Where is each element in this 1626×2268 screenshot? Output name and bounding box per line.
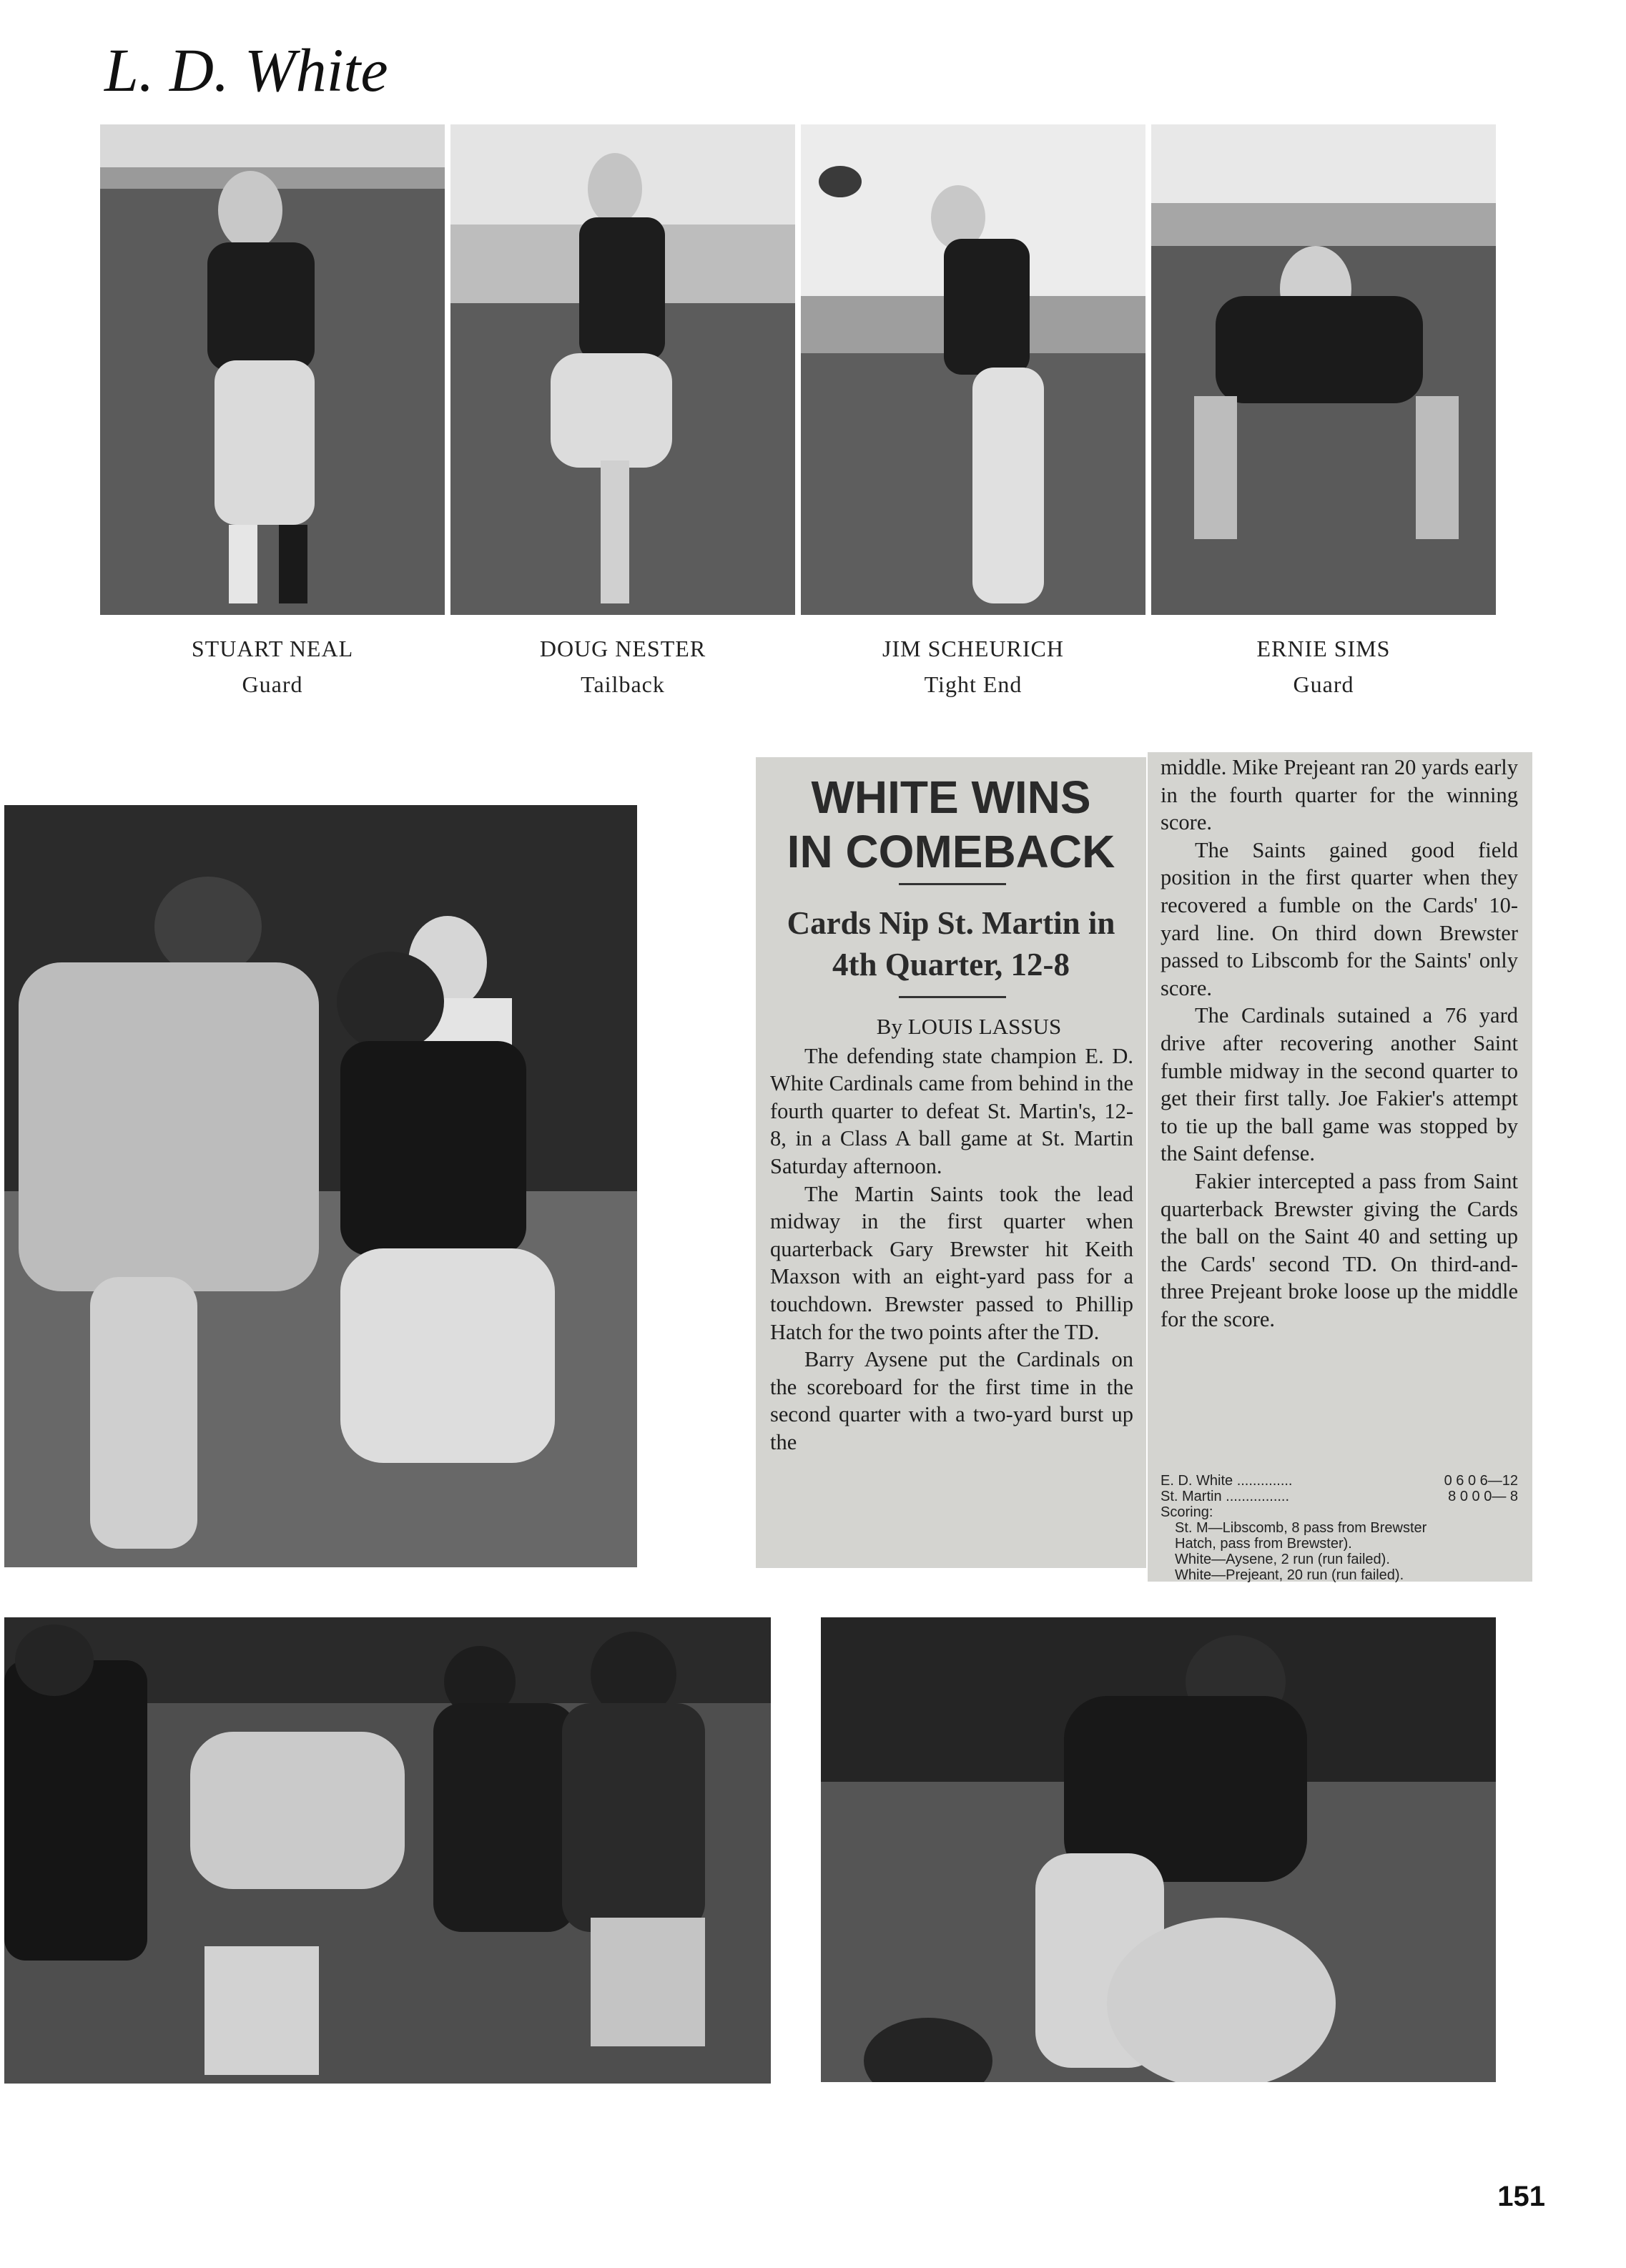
player-name: DOUG NESTER <box>539 636 706 661</box>
action-photo-running-play <box>4 805 637 1567</box>
player-position: Guard <box>1293 671 1354 697</box>
player-photo-ernie-sims <box>1151 124 1496 615</box>
player-name: ERNIE SIMS <box>1256 636 1391 661</box>
caption-doug-nester <box>450 631 795 702</box>
article-paragraph: The defending state champion E. D. White Cardinals came from behind in the fourth quarter to defeat St. Martin's, 12-8, in a Class A ball game at St. Martin Saturday afternoon. <box>770 1043 1133 1178</box>
player-position: Tailback <box>581 671 665 697</box>
player-name: STUART NEAL <box>191 636 354 661</box>
caption-stuart-neal <box>100 631 445 702</box>
scoring-line: St. M—Libscomb, 8 pass from Brewster <box>1175 1520 1427 1536</box>
scoring-line: White—Aysene, 2 run (run failed). <box>1175 1552 1390 1567</box>
scoring-label: Scoring: <box>1161 1504 1213 1520</box>
page-title: L. D. White <box>104 36 388 104</box>
article-column-1 <box>770 1013 1133 1456</box>
player-photo-stuart-neal <box>100 124 445 615</box>
divider <box>899 883 1006 885</box>
player-photo-doug-nester <box>450 124 795 615</box>
score-team: E. D. White .............. <box>1161 1473 1293 1489</box>
score-quarters: 0 6 0 6—12 <box>1444 1473 1518 1489</box>
page-number: 151 <box>1497 2181 1545 2212</box>
score-quarters: 8 0 0 0— 8 <box>1448 1489 1518 1504</box>
newspaper-clipping-right <box>1148 752 1532 1582</box>
player-photo-jim-scheurich <box>801 124 1145 615</box>
player-name: JIM SCHEURICH <box>882 636 1064 661</box>
scoring-line: Hatch, pass from Brewster). <box>1175 1536 1352 1552</box>
player-position: Tight End <box>924 671 1023 697</box>
action-photo-tackle <box>821 1617 1496 2082</box>
article-paragraph: The Saints gained good field position in the first quarter when they recovered a fumble on the Cards' 10-yard line. On third down Brewster passed to Libscomb for the Saints' only score. <box>1161 837 1518 1000</box>
action-photo-pileup <box>4 1617 771 2084</box>
byline: By LOUIS LASSUS <box>876 1014 1062 1039</box>
box-score <box>1161 1473 1518 1583</box>
article-paragraph: Fakier intercepted a pass from Saint quarterback Brewster giving the Cards the ball on the Saint 40 and setting up the Cards' second TD. On third-and-three Prejeant broke loose up the middle for the score. <box>1161 1168 1518 1331</box>
subhead-line-1: Cards Nip St. Martin in <box>787 905 1115 941</box>
article-paragraph: The Martin Saints took the lead midway in the first quarter when quarterback Gary Brewster hit Keith Maxson with an eight-yard pass for a touchdown. Brewster passed to Phillip Hatch for the two points after the TD. <box>770 1181 1133 1344</box>
newspaper-clipping-left <box>756 757 1146 1568</box>
article-paragraph: middle. Mike Prejeant ran 20 yards early in the fourth quarter for the winning score. <box>1161 755 1518 835</box>
caption-jim-scheurich <box>801 631 1145 702</box>
subhead-line-2: 4th Quarter, 12-8 <box>832 947 1070 982</box>
player-position: Guard <box>242 671 303 697</box>
article-paragraph: Barry Aysene put the Cardinals on the scoreboard for the first time in the second quarter with a two-yard burst up the <box>770 1347 1133 1454</box>
article-paragraph: The Cardinals sutained a 76 yard drive after recovering another Saint fumble midway in the second quarter to get their first tally. Joe Fakier's attempt to tie up the ball game was stopped by the Saint defense. <box>1161 1003 1518 1166</box>
headline-line-2: IN COMEBACK <box>787 826 1115 877</box>
score-row <box>1161 1489 1518 1504</box>
divider <box>899 996 1006 998</box>
article-column-2 <box>1161 754 1518 1333</box>
caption-ernie-sims <box>1151 631 1496 702</box>
scoring-line: White—Prejeant, 20 run (run failed). <box>1175 1567 1404 1583</box>
score-row <box>1161 1473 1518 1489</box>
score-team: St. Martin ................ <box>1161 1489 1290 1504</box>
headline-line-1: WHITE WINS <box>811 771 1091 823</box>
